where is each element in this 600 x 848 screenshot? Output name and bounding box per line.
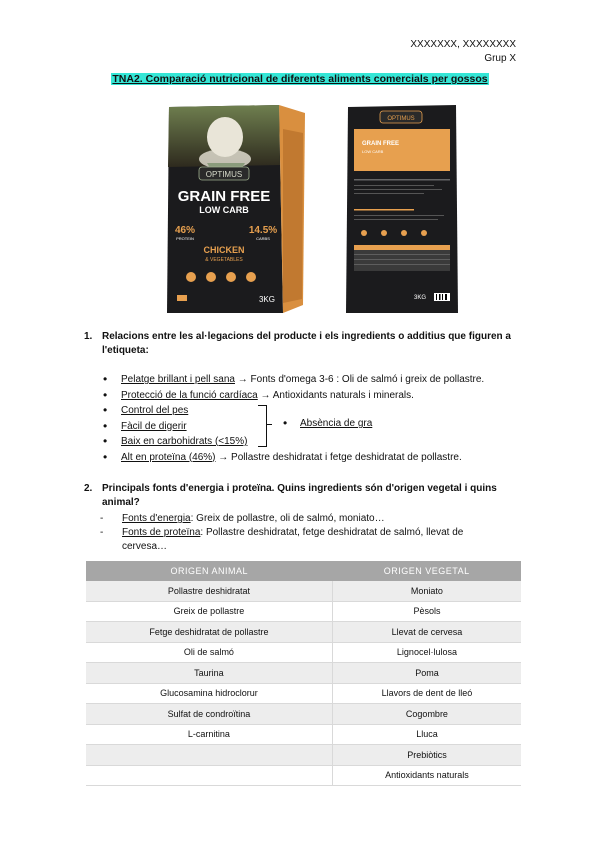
table-cell: Sulfat de condroïtina bbox=[86, 704, 332, 725]
table-cell: Pollastre deshidratat bbox=[86, 581, 332, 601]
back-brand-logo: OPTIMUS bbox=[387, 116, 415, 122]
claim-label: Baix en carbohidrats (<15%) bbox=[121, 436, 248, 447]
grouped-claim-label: Absència de gra bbox=[300, 418, 373, 429]
sources-list bbox=[100, 512, 500, 554]
carbs-label: CARBS bbox=[256, 236, 270, 241]
claim-label: Protecció de la funció cardíaca bbox=[121, 389, 258, 401]
list-item bbox=[103, 434, 484, 450]
claim-label: Alt en proteïna (46%) bbox=[121, 451, 216, 463]
table-cell: Greix de pollastre bbox=[86, 601, 332, 622]
benefit-icon bbox=[226, 272, 236, 282]
column-header-animal: ORIGEN ANIMAL bbox=[86, 561, 332, 581]
grouped-claim bbox=[283, 416, 372, 431]
claim-detail: → Antioxidants naturals i minerals. bbox=[257, 389, 414, 401]
table-row bbox=[86, 724, 521, 745]
table-cell: Fetge deshidratat de pollastre bbox=[86, 622, 332, 643]
table-cell: Poma bbox=[332, 663, 521, 684]
claim-label: Pelatge brillant i pell sana bbox=[121, 374, 235, 385]
question-1 bbox=[84, 330, 514, 358]
product-line2: LOW CARB bbox=[199, 205, 249, 215]
table-row bbox=[86, 765, 521, 786]
list-item bbox=[103, 388, 484, 404]
question-2 bbox=[84, 482, 514, 510]
protein-value: 46% bbox=[174, 225, 196, 236]
product-bag-back bbox=[340, 99, 464, 317]
table-row bbox=[86, 581, 521, 601]
table-row bbox=[86, 683, 521, 704]
benefit-icon bbox=[186, 272, 196, 282]
question-text: Relacions entre les al·legacions del producte i els ingredients o additius que figuren a l'etiqueta: bbox=[102, 331, 511, 356]
question-text: Principals fonts d'energia i proteïna. Quins ingredients són d'origen vegetal i quins animal? bbox=[102, 483, 497, 508]
table-cell: Cogombre bbox=[332, 704, 521, 725]
table-cell: Antioxidants naturals bbox=[332, 765, 521, 786]
benefit-icon bbox=[206, 272, 216, 282]
list-item bbox=[103, 372, 484, 388]
flavor-main: CHICKEN bbox=[203, 245, 245, 255]
document-header bbox=[410, 38, 516, 66]
list-item bbox=[100, 512, 500, 526]
grouping-bracket bbox=[258, 405, 267, 447]
energy-sources-text: : Greix de pollastre, oli de salmó, moniato… bbox=[190, 513, 385, 524]
document-title bbox=[0, 73, 600, 85]
claim-detail: → Fonts d'omega 3-6 : Oli de salmó i greix de pollastre. bbox=[234, 374, 485, 385]
table-cell: Taurina bbox=[86, 663, 332, 684]
product-bag-front bbox=[163, 99, 309, 317]
table-cell: L-carnitina bbox=[86, 724, 332, 745]
question-number: 2. bbox=[84, 483, 93, 494]
list-item bbox=[100, 526, 500, 554]
group-name: Grup X bbox=[484, 53, 516, 64]
protein-label: PROTEIN bbox=[176, 236, 194, 241]
question-number: 1. bbox=[84, 331, 93, 342]
table-cell: Pèsols bbox=[332, 601, 521, 622]
carbs-value: 14.5% bbox=[248, 225, 278, 236]
table-cell: Llavors de dent de lleó bbox=[332, 683, 521, 704]
table-cell: Llevat de cervesa bbox=[332, 622, 521, 643]
brand-logo-text: OPTIMUS bbox=[205, 170, 243, 179]
table-cell: Oli de salmó bbox=[86, 642, 332, 663]
back-weight: 3KG bbox=[413, 295, 427, 301]
table-cell: Lluca bbox=[332, 724, 521, 745]
table-cell bbox=[86, 745, 332, 766]
grouping-bracket-tick bbox=[266, 424, 272, 425]
table-cell bbox=[86, 765, 332, 786]
column-header-vegetal: ORIGEN VEGETAL bbox=[332, 561, 521, 581]
table-row bbox=[86, 642, 521, 663]
table-cell: Lignocel·lulosa bbox=[332, 642, 521, 663]
ingredients-origin-table bbox=[86, 561, 521, 786]
flavor-sub: & VEGETABLES bbox=[205, 257, 243, 263]
bag-weight: 3KG bbox=[258, 295, 276, 304]
table-cell: Glucosamina hidroclorur bbox=[86, 683, 332, 704]
product-line1: GRAIN FREE bbox=[177, 188, 271, 205]
table-header-row bbox=[86, 561, 521, 581]
title-text: TNA2. Comparació nutricional de diferents aliments comercials per gossos bbox=[112, 73, 488, 85]
table-row bbox=[86, 704, 521, 725]
back-line2: LOW CARB bbox=[362, 149, 384, 154]
protein-sources-label: Fonts de proteïna bbox=[122, 527, 201, 538]
back-line1: GRAIN FREE bbox=[362, 141, 400, 147]
benefit-icon bbox=[246, 272, 256, 282]
claim-detail: → Pollastre deshidratat i fetge deshidratat de pollastre. bbox=[215, 451, 462, 463]
author-name: XXXXXXX, XXXXXXXX bbox=[410, 39, 516, 50]
table-row bbox=[86, 663, 521, 684]
list-item bbox=[103, 450, 484, 466]
table-row bbox=[86, 745, 521, 766]
table-row bbox=[86, 601, 521, 622]
protein-sources-text: : Pollastre deshidratat, fetge deshidratat de salmó, llevat de cervesa… bbox=[122, 527, 464, 552]
table-cell: Prebiòtics bbox=[332, 745, 521, 766]
table-cell: Moniato bbox=[332, 581, 521, 601]
energy-sources-label: Fonts d'energia bbox=[122, 513, 191, 524]
claim-label: Fàcil de digerir bbox=[121, 420, 187, 432]
claim-label: Control del pes bbox=[121, 405, 189, 416]
table-row bbox=[86, 622, 521, 643]
